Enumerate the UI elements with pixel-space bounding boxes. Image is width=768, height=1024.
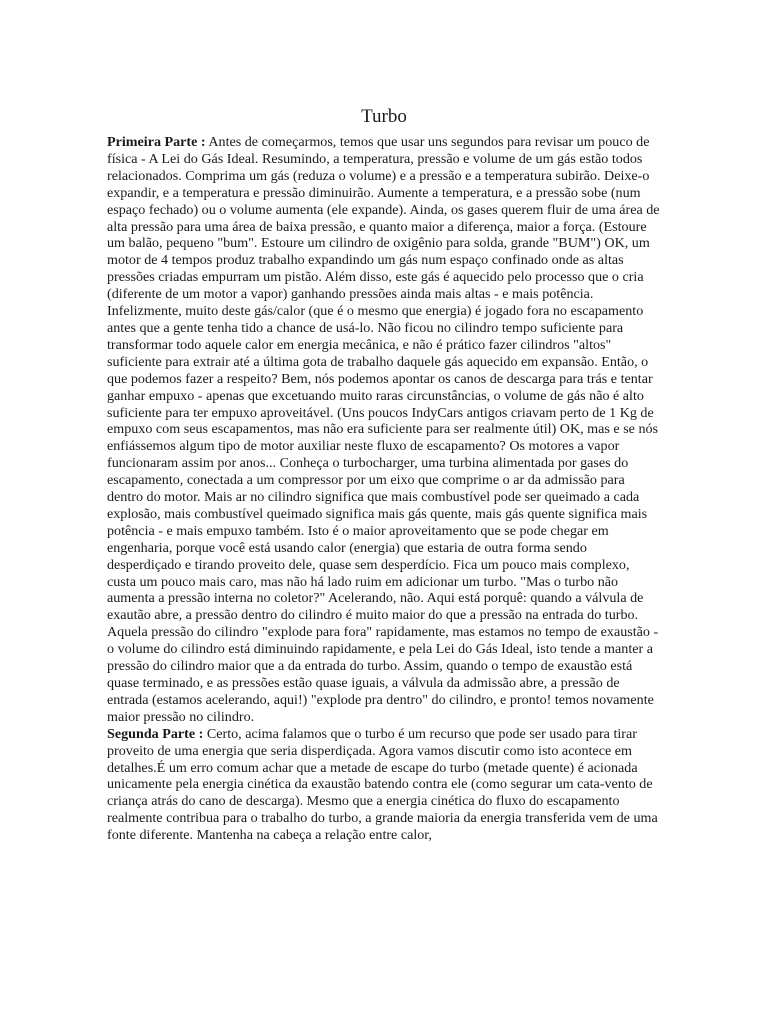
section-heading: Segunda Parte : [107, 725, 204, 742]
document-body [107, 134, 661, 844]
paragraph-primeira-parte [107, 134, 661, 726]
paragraph-segunda-parte [107, 726, 661, 844]
section-heading: Primeira Parte : [107, 134, 206, 150]
page-title: Turbo [361, 105, 407, 127]
paragraph-text: Antes de começarmos, temos que usar uns segundos para revisar um pouco de física - A Lei do Gás Ideal. Resumindo, a temperatura, pressão e volume de um gás estão todos relacionados. Comprima um gás (reduza o volume) e a pressão e a temperatura subirão. Deixe-o expandir, e a temperatura e pressão diminuirão. Aumente a temperatura, e a pressão sobe (num espaço fechado) ou o volume aumenta (ele expande). Ainda, os gases querem fluir de uma área de alta pressão para uma área de baixa pressão, e quanto maior a diferença, maior a força. (Estoure um balão, pequeno "bum". Estoure um cilindro de oxigênio para solda, grande "BUM") OK, um motor de 4 tempos produz trabalho expandindo um gás num espaço confinado onde as altas pressões criadas empurram um pistão. Além disso, este gás é aquecido pelo processo que o cria (diferente de um motor a vapor) ganhando pressões ainda mais altas - e mais potência. Infelizmente, muito deste gás/calor (que é o mesmo que energia) é jogado fora no escapamento antes que a gente tenha tido a chance de usá-lo. Não ficou no cilindro tempo suficiente para transformar todo aquele calor em energia mecânica, e não é prático fazer cilindros "altos" suficiente para extrair até a última gota de trabalho daquele gás aquecido em expansão. Então, o que podemos fazer a respeito? Bem, nós podemos apontar os canos de descarga para trás e tentar ganhar empuxo - apenas que excetuando muito raras circunstâncias, o volume de gás não é alto suficiente para ter empuxo aproveitável. (Uns poucos IndyCars antigos criavam perto de 1 Kg de empuxo com seus escapamentos, mas não era suficiente para ser realmente útil) OK, mas e se nós enfiássemos algum tipo de motor auxiliar neste fluxo de escapamento? Os motores a vapor funcionaram assim por anos... Conheça o turbocharger, uma turbina alimentada por gases do escapamento, conectada a um compressor por um eixo que comprime o ar da admissão para dentro do motor. Mais ar no cilindro significa que mais combustível pode ser queimado a cada explosão, mais combustível queimado significa mais gás quente, mais gás quente significa mais potência - e mais empuxo também. Isto é o maior aproveitamento que se pode chegar em engenharia, porque você está usando calor (energia) que estaria de outra forma sendo desperdiçado e tirando proveito dele, quase sem desperdício. Fica um pouco mais complexo, custa um pouco mais caro, mas não há lado ruim em adicionar um turbo. "Mas o turbo não aumenta a pressão interna no coletor?" Acelerando, não. Aqui está porquê: quando a válvula de exautão abre, a pressão dentro do cilindro é muito maior do que a pressão na entrada do turbo. Aquela pressão do cilindro "explode para fora" rapidamente, mas estamos no tempo de exaustão - o volume do cilindro está diminuindo rapidamente, e pela Lei do Gás Ideal, isto tende a manter a pressão do cilindro maior que a da entrada do turbo. Assim, quando o tempo de exaustão está quase terminado, e as pressões estão quase iguais, a válvula da admissão abre, a pressão de entrada (estamos acelerando, aqui!) "explode pra dentro" do cilindro, e pronto! temos novamente maior pressão no cilindro. [107, 134, 660, 725]
paragraph-text: Certo, acima falamos que o turbo é um recurso que pode ser usado para tirar proveito de uma energia que seria disperdiçada. Agora vamos discutir como isto acontece em detalhes.É um erro comum achar que a metade de escape do turbo (metade quente) é acionada unicamente pela energia cinética da exaustão batendo contra ele (como segurar um cata-vento de criança atrás do cano de descarga). Mesmo que a energia cinética do fluxo do escapamento realmente contribua para o trabalho do turbo, a grande maioria da energia transferida vem de uma fonte diferente. Mantenha na cabeça a relação entre calor, [107, 725, 658, 844]
